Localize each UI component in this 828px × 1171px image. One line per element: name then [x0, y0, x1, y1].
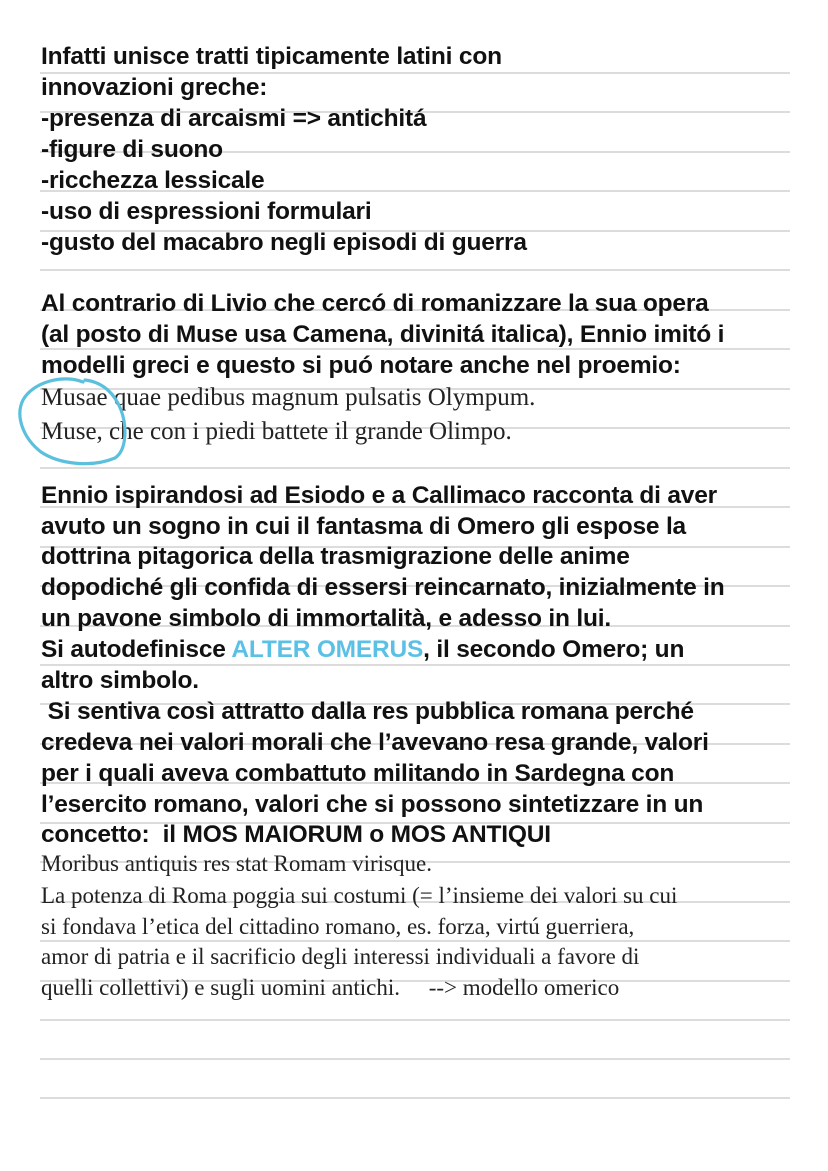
text-line: per i quali aveva combattuto militando in Sardegna con	[41, 760, 675, 787]
text-line: (al posto di Muse usa Camena, divinitá italica), Ennio imitó i	[41, 321, 725, 348]
alter-omerus-line	[41, 634, 684, 665]
text-line: dopodiché gli confida di essersi reincarnato, inizialmente in	[41, 574, 725, 601]
text-line: modelli greci e questo si puó notare anche nel proemio:	[41, 352, 681, 379]
text-span: , il secondo Omero; un	[423, 636, 685, 663]
text-line: Al contrario di Livio che cercó di romanizzare la sua opera	[41, 290, 709, 317]
text-line: un pavone simbolo di immortalità, e adesso in lui.	[41, 605, 611, 632]
rule-line	[40, 1058, 790, 1060]
text-line: Si sentiva così attratto dalla res pubblica romana perché	[41, 698, 694, 725]
rule-line	[40, 269, 790, 271]
italian-translation: Muse, che con i piedi battete il grande Olimpo.	[41, 418, 512, 445]
rule-line	[40, 1019, 790, 1021]
latin-quote: Musae quae pedibus magnum pulsatis Olympum.	[41, 384, 536, 411]
list-item: -uso di espressioni formulari	[41, 198, 372, 225]
mos-maiorum-line: concetto: il MOS MAIORUM o MOS ANTIQUI	[41, 821, 551, 848]
rule-line	[40, 467, 790, 469]
alter-omerus-highlight: ALTER OMERUS	[231, 636, 424, 663]
text-line: avuto un sogno in cui il fantasma di Omero gli espose la	[41, 513, 686, 540]
text-line: Ennio ispirandosi ad Esiodo e a Callimaco racconta di aver	[41, 482, 717, 509]
list-item: -gusto del macabro negli episodi di guerra	[41, 229, 527, 256]
translation-line: quelli collettivi) e sugli uomini antichi. --> modello omerico	[41, 975, 620, 1000]
text-line: altro simbolo.	[41, 667, 199, 694]
latin-quote: Moribus antiquis res stat Romam virisque.	[41, 851, 432, 876]
translation-line: La potenza di Roma poggia sui costumi (= l’insieme dei valori su cui	[41, 883, 678, 908]
text-line: innovazioni greche:	[41, 74, 268, 101]
text-line: l’esercito romano, valori che si possono sintetizzare in un	[41, 791, 704, 818]
text-span: Si autodefinisce	[41, 636, 232, 663]
text-line: Infatti unisce tratti tipicamente latini con	[41, 43, 502, 70]
text-line: dottrina pitagorica della trasmigrazione delle anime	[41, 543, 630, 570]
circle-annotation-icon	[15, 376, 133, 466]
text-line: credeva nei valori morali che l’avevano resa grande, valori	[41, 729, 709, 756]
list-item: -presenza di arcaismi => antichitá	[41, 105, 427, 132]
list-item: -ricchezza lessicale	[41, 167, 265, 194]
rule-line	[40, 1097, 790, 1099]
list-item: -figure di suono	[41, 136, 223, 163]
translation-line: si fondava l’etica del cittadino romano, es. forza, virtú guerriera,	[41, 914, 635, 939]
translation-line: amor di patria e il sacrificio degli interessi individuali a favore di	[41, 944, 640, 969]
